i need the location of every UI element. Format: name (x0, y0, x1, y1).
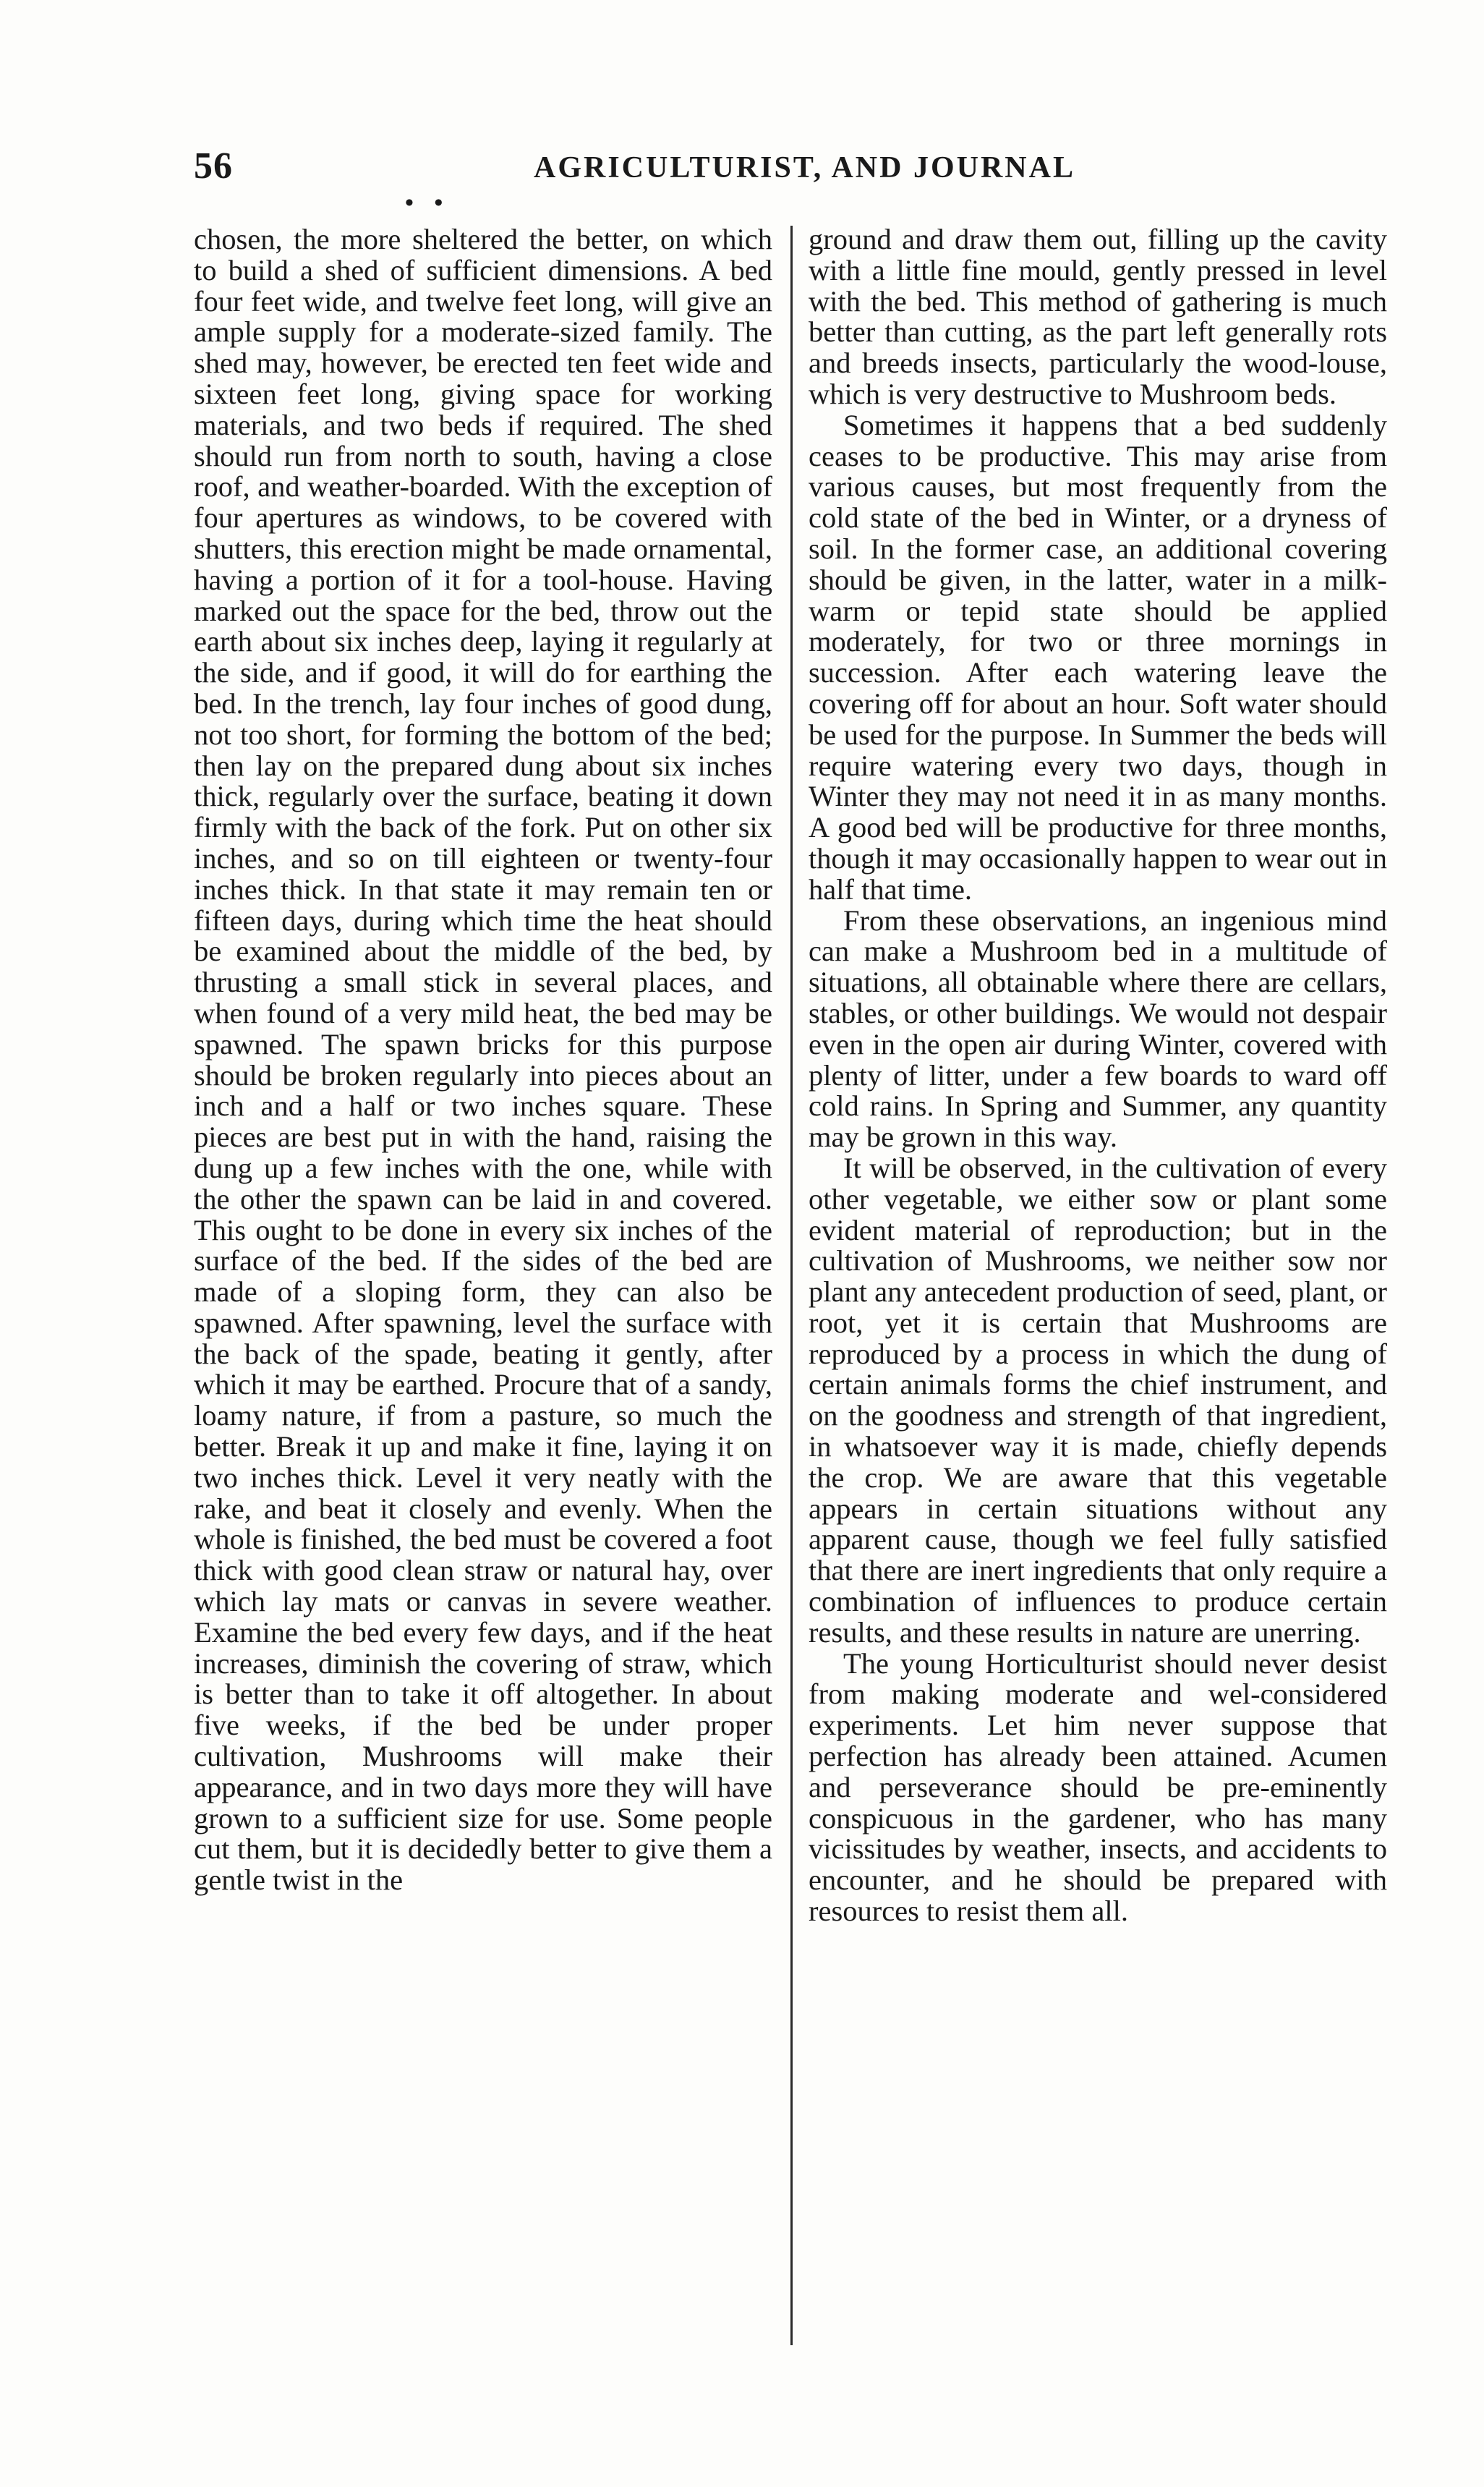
running-title: AGRICULTURIST, AND JOURNAL (534, 151, 1075, 184)
paragraph: Sometimes it happens that a bed suddenly ceases to be productive. This may arise from various causes, but most frequently from the cold state of the bed in Winter, or a dryness of soil. In the former case, an additional covering should be given, in the latter, water in a milk-warm or tepid state should be applied moderately, for two or three mornings in succession. After each watering leave the covering off for about an hour. Soft water should be used for the purpose. In Summer the beds will require watering every two days, though in Winter they may not need it in as many months. A good bed will be productive for three months, though it may occasionally happen to wear out in half that time. (809, 408, 1387, 906)
left-column (194, 224, 772, 1896)
print-specks: • • (405, 190, 451, 216)
paragraph: ground and draw them out, filling up the cavity with a little fine mould, gently pressed in level with the bed. This method of gathering is much better than cutting, as the part left generally rots and breeds insects, particularly the wood-louse, which is very destructive to Mushroom beds. (809, 223, 1387, 410)
page-header (194, 145, 1409, 195)
column-divider (790, 226, 793, 2345)
right-column (809, 224, 1387, 1927)
paragraph: The young Horticulturist should never desist from making moderate and wel-considered experiments. Let him never suppose that perfection has already been attained. Acumen and perseverance should be pre-eminently conspicuous in the gardener, who has many vicissitudes by weather, insects, and accidents to encounter, and he should be prepared with resources to resist them all. (809, 1646, 1387, 1928)
paragraph: chosen, the more sheltered the better, on which to build a shed of sufficient dimensions. A bed four feet wide, and twelve feet long, will give an ample supply for a moderate-sized family. The shed may, however, be erected ten feet wide and sixteen feet long, giving space for working materials, and two beds if required. The shed should run from north to south, having a close roof, and weather-boarded. With the exception of four apertures as windows, to be covered with shutters, this erection might be made ornamental, having a portion of it for a tool-house. Having marked out the space for the bed, throw out the earth about six inches deep, laying it regularly at the side, and if good, it will do for earthing the bed. In the trench, lay four inches of good dung, not too short, for forming the bottom of the bed; then lay on the prepared dung about six inches thick, regularly over the surface, beating it down firmly with the back of the fork. Put on other six inches, and so on till eighteen or twenty-four inches thick. In that state it may remain ten or fifteen days, during which time the heat should be examined about the middle of the bed, by thrusting a small stick in several places, and when found of a very mild heat, the bed may be spawned. The spawn bricks for this purpose should be broken regularly into pieces about an inch and a half or two inches square. These pieces are best put in with the hand, raising the dung up a few inches with the one, while with the other the spawn can be laid in and covered. This ought to be done in every six inches of the surface of the bed. If the sides of the bed are made of a sloping form, they can also be spawned. After spawning, level the surface with the back of the spade, beating it gently, after which it may be earthed. Procure that of a sandy, loamy nature, if from a pasture, so much the better. Break it up and make it fine, laying it on two inches thick. Level it very neatly with the rake, and beat it closely and evenly. When the whole is finished, the bed must be covered a foot thick with good clean straw or natural hay, over which lay mats or canvas in severe weather. Examine the bed every few days, and if the heat increases, diminish the covering of straw, which is better than to take it off altogether. In about five weeks, if the bed be under proper cultivation, Mushrooms will make their appearance, and in two days more they will have grown to a sufficient size for use. Some people cut them, but it is decidedly better to give them a gentle twist in the (194, 223, 772, 1897)
paragraph: It will be observed, in the cultivation of every other vegetable, we either sow or plant some evident material of reproduction; but in the cultivation of Mushrooms, we neither sow nor plant any antecedent production of seed, plant, or root, yet it is certain that Mushrooms are reproduced by a process in which the dung of certain animals forms the chief instrument, and on the goodness and strength of that ingredient, in whatsoever way it is made, chiefly depends the crop. We are aware that this vegetable appears in certain situations without any apparent cause, though we feel fully satisfied that there are inert ingredients that only require a combination of influences to produce certain results, and these results in nature are unerring. (809, 1151, 1387, 1649)
page-number: 56 (194, 145, 233, 187)
paragraph: From these observations, an ingenious mind can make a Mushroom bed in a multitude of situations, all obtainable where there are cellars, stables, or other buildings. We would not despair even in the open air during Winter, covered with plenty of litter, under a few boards to ward off cold rains. In Spring and Summer, any quantity may be grown in this way. (809, 904, 1387, 1154)
